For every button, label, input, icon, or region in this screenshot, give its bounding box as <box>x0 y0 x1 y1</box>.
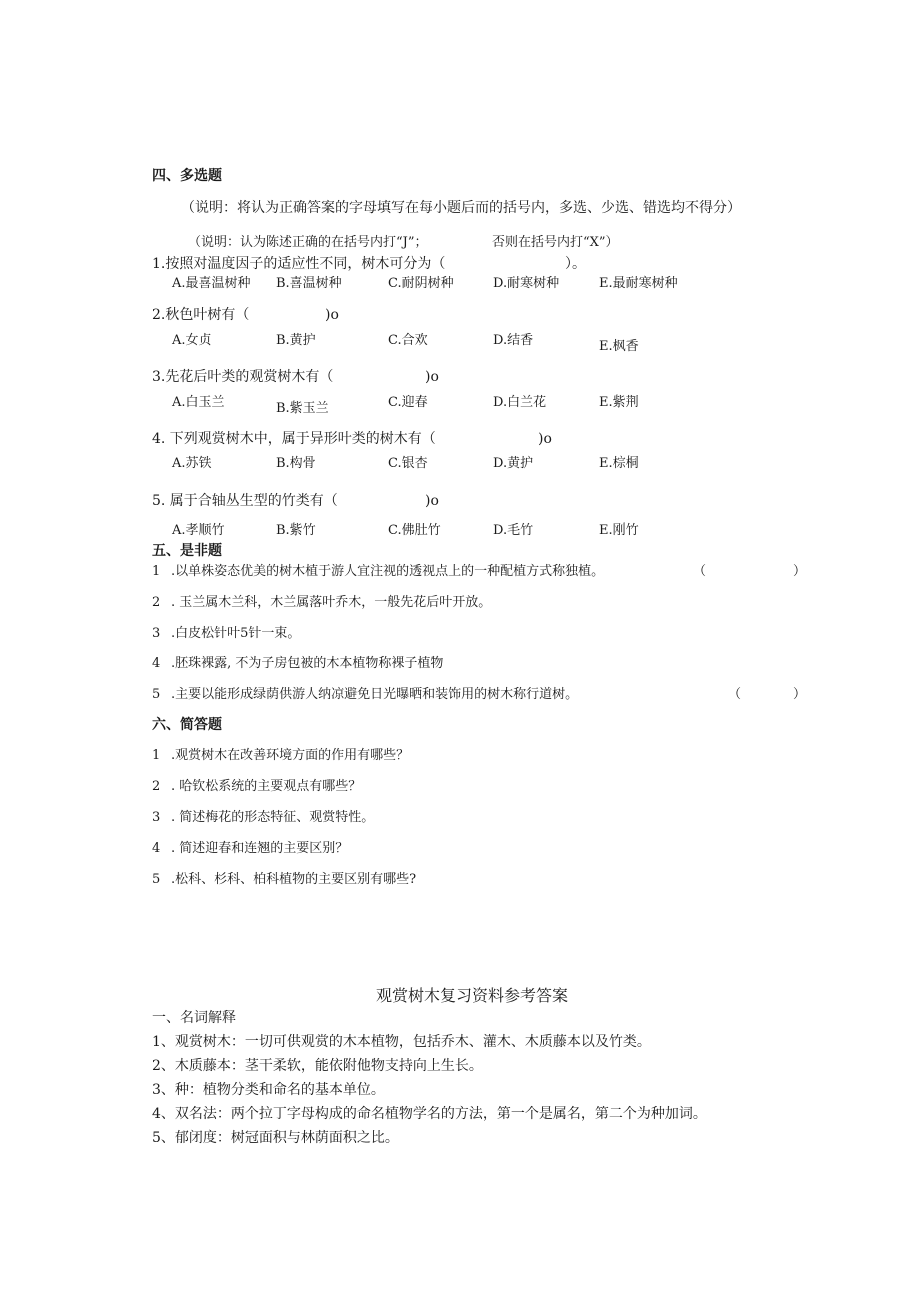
question-stem: 1.按照对温度因子的适应性不同，树木可分为（ <box>152 256 446 272</box>
answer-section-heading: 一、名词解释 <box>152 1010 236 1026</box>
option-e: E.紫荆 <box>599 395 639 410</box>
option-b: B.黄护 <box>276 333 316 348</box>
tf-item-number: 1 <box>152 564 161 579</box>
option-a: A.女贞 <box>172 333 212 348</box>
option-b: B.构骨 <box>276 456 316 471</box>
option-b: B.喜温树种 <box>276 276 342 291</box>
option-d: D.耐寒树种 <box>493 276 560 291</box>
answer-item: 5、郁闭度：树冠面积与林荫面积之比。 <box>152 1130 399 1146</box>
option-d: D.结香 <box>493 333 534 348</box>
sa-item-text: . 简述迎春和连翘的主要区别？ <box>171 841 349 856</box>
option-b: B.紫竹 <box>276 523 316 538</box>
instruction-note-2b: 否则在括号内打“X”） <box>492 235 619 250</box>
option-e: E.枫香 <box>599 339 639 354</box>
answer-item: 1、观赏树木：一切可供观赏的木本植物，包括乔木、灌木、木质藤本以及竹类。 <box>152 1034 651 1050</box>
answer-paren-open: （ <box>728 687 742 702</box>
question-stem-end: )o <box>325 307 339 323</box>
option-a: A.苏铁 <box>172 456 212 471</box>
sa-item-text: .松科、杉科、柏科植物的主要区别有哪些? <box>171 872 417 887</box>
tf-item-text: . 玉兰属木兰科，木兰属落叶乔木，一般先花后叶开放。 <box>171 595 492 610</box>
option-a: A.最喜温树种 <box>172 276 251 291</box>
tf-item-text: .以单株姿态优美的树木植于游人宜注视的透视点上的一种配植方式称独植。 <box>171 564 605 579</box>
section-heading-true-false: 五、是非题 <box>152 543 222 559</box>
tf-item-text: .主要以能形成绿荫供游人纳凉避免日光曝晒和装饰用的树木称行道树。 <box>171 687 579 702</box>
tf-item-number: 4 <box>152 656 161 671</box>
option-d: D.毛竹 <box>493 523 534 538</box>
answer-key-title: 观赏树木复习资料参考答案 <box>376 986 569 1005</box>
option-d: D.白兰花 <box>493 395 547 410</box>
question-stem-end: )o <box>538 431 552 447</box>
option-c: C.迎春 <box>388 395 428 410</box>
option-e: E.棕桐 <box>599 456 639 471</box>
sa-item-number: 2 <box>152 779 161 794</box>
sa-item-text: .观赏树木在改善环境方面的作用有哪些？ <box>171 748 410 763</box>
tf-item-number: 5 <box>152 687 161 702</box>
tf-item-text: .白皮松针叶5针一束。 <box>171 626 301 641</box>
tf-item-text: .胚珠裸露, 不为子房包被的木本植物称裸子植物 <box>171 656 444 671</box>
instruction-note-2a: （说明：认为陈述正确的在括号内打“J”； <box>188 235 428 250</box>
question-stem: 4. 下列观赏树木中，属于异形叶类的树木有（ <box>152 431 436 447</box>
question-stem-end: )o <box>425 493 439 509</box>
question-stem-end: )o <box>425 369 439 385</box>
answer-paren-close: ） <box>793 687 807 702</box>
question-stem-end: ）。 <box>565 256 586 272</box>
option-e: E.刚竹 <box>599 523 639 538</box>
sa-item-text: . 哈钦松系统的主要观点有哪些？ <box>171 779 362 794</box>
answer-paren-open: （ <box>693 564 707 579</box>
question-stem: 3.先花后叶类的观赏树木有（ <box>152 369 334 385</box>
answer-item: 2、木质藤本：茎干柔软，能依附他物支持向上生长。 <box>152 1058 483 1074</box>
option-d: D.黄护 <box>493 456 534 471</box>
answer-paren-close: ） <box>793 564 807 579</box>
answer-item: 3、种：植物分类和命名的基本单位。 <box>152 1082 385 1098</box>
option-a: A.白玉兰 <box>172 395 225 410</box>
section-heading-short-answer: 六、简答题 <box>152 717 222 733</box>
tf-item-number: 2 <box>152 595 161 610</box>
option-e: E.最耐寒树种 <box>599 276 678 291</box>
question-stem: 2.秋色叶树有（ <box>152 307 250 323</box>
question-stem: 5. 属于合轴丛生型的竹类有（ <box>152 493 338 509</box>
tf-item-number: 3 <box>152 626 161 641</box>
sa-item-number: 4 <box>152 841 161 856</box>
sa-item-text: . 简述梅花的形态特征、观赏特性。 <box>171 810 375 825</box>
answer-item: 4、双名法：两个拉丁字母构成的命名植物学名的方法，第一个是属名，第二个为种加词。 <box>152 1106 707 1122</box>
option-c: C.佛肚竹 <box>388 523 441 538</box>
option-c: C.合欢 <box>388 333 428 348</box>
option-c: C.耐阴树种 <box>388 276 454 291</box>
section-heading-multiple-choice: 四、多选题 <box>152 168 222 184</box>
instruction-note: （说明：将认为正确答案的字母填写在每小题后而的括号内，多选、少选、错选均不得分） <box>181 200 741 216</box>
option-a: A.孝顺竹 <box>172 523 225 538</box>
sa-item-number: 1 <box>152 748 161 763</box>
option-b: B.紫玉兰 <box>276 401 329 416</box>
sa-item-number: 5 <box>152 872 161 887</box>
sa-item-number: 3 <box>152 810 161 825</box>
option-c: C.银杏 <box>388 456 428 471</box>
